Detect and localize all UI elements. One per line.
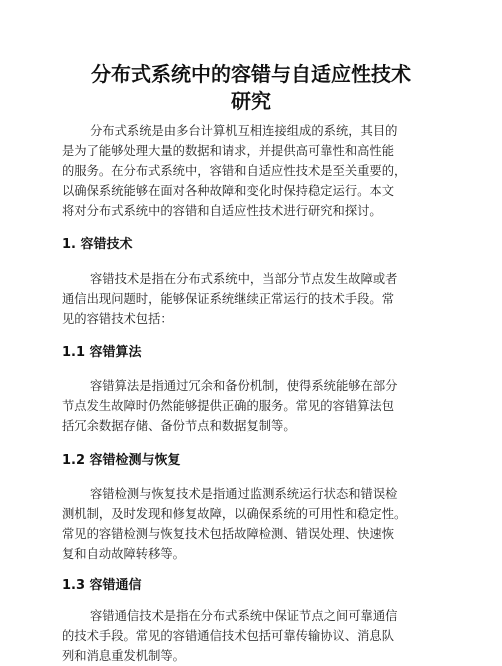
section-heading-1-3: 1.3 容错通信	[62, 578, 142, 593]
intro-line: 的服务。在分布式系统中，容错和自适应性技术是至关重要的，	[62, 164, 407, 178]
section-1-2-line: 常见的容错检测与恢复技术包括故障检测、错误处理、快速恢	[62, 527, 395, 541]
section-1-3-line: 容错通信技术是指在分布式系统中保证节点之间可靠通信	[90, 609, 398, 623]
intro-line: 分布式系统是由多台计算机互相连接组成的系统，其目的	[90, 124, 398, 138]
intro-line: 以确保系统能够在面对各种故障和变化时保持稳定运行。本文	[62, 184, 395, 198]
document-title-line-2: 研究	[231, 89, 271, 113]
section-1-3-line: 列和消息重发机制等。	[62, 649, 185, 663]
section-1-1-line: 容错算法是指通过冗余和备份机制，使得系统能够在部分	[90, 379, 398, 393]
document-title-line-1: 分布式系统中的容错与自适应性技术	[91, 62, 411, 86]
section-1-line: 容错技术是指在分布式系统中，当部分节点发生故障或者	[90, 272, 398, 286]
section-1-1-line: 括冗余数据存储、备份节点和数据复制等。	[62, 419, 296, 433]
section-heading-1: 1. 容错技术	[62, 237, 133, 252]
section-1-1-line: 节点发生故障时仍然能够提供正确的服务。常见的容错算法包	[62, 399, 395, 413]
section-1-3-line: 的技术手段。常见的容错通信技术包括可靠传输协议、消息队	[62, 629, 395, 643]
section-1-2-line: 测机制，及时发现和修复故障，以确保系统的可用性和稳定性。	[62, 507, 407, 521]
section-1-line: 通信出现问题时，能够保证系统继续正常运行的技术手段。常	[62, 292, 395, 306]
intro-line: 将对分布式系统中的容错和自适应性技术进行研究和探讨。	[62, 204, 382, 218]
section-1-2-line: 复和自动故障转移等。	[62, 547, 185, 561]
section-heading-1-2: 1.2 容错检测与恢复	[62, 453, 181, 468]
section-1-2-line: 容错检测与恢复技术是指通过监测系统运行状态和错误检	[90, 487, 398, 501]
section-1-line: 见的容错技术包括：	[62, 312, 173, 326]
section-heading-1-1: 1.1 容错算法	[62, 345, 142, 360]
intro-line: 是为了能够处理大量的数据和请求，并提供高可靠性和高性能	[62, 144, 395, 158]
